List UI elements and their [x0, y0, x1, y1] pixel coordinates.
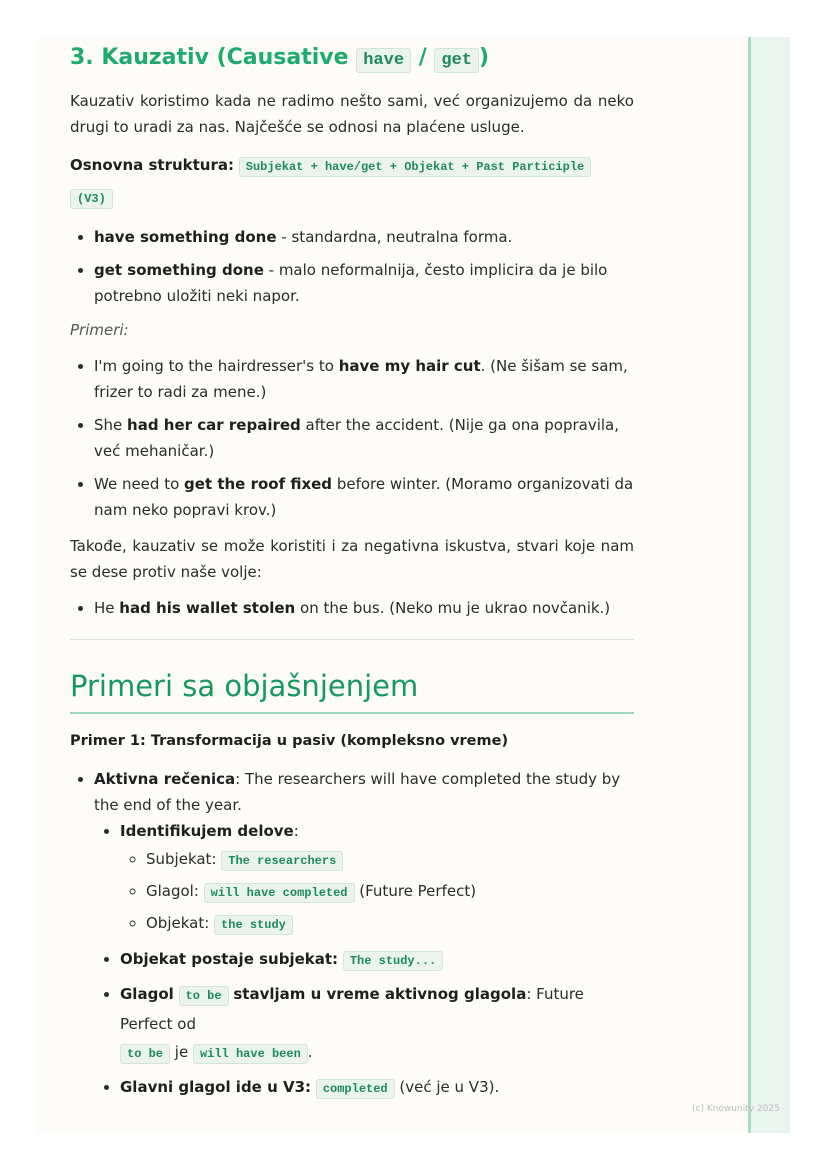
document-content [70, 37, 634, 1106]
form-bold: get something done [94, 261, 264, 279]
part-label: Objekat: [146, 914, 215, 932]
step-label: Glavni glagol ide u V3: [120, 1078, 312, 1096]
structure-paragraph [70, 150, 634, 214]
list-item [94, 224, 634, 250]
step-code: to be [179, 986, 229, 1006]
part-label: Subjekat: [146, 850, 222, 868]
part-code: the study [214, 915, 293, 935]
forms-list [70, 224, 634, 309]
step-code: to be [120, 1044, 170, 1064]
code-get: get [434, 48, 479, 73]
example-pre: I'm going to the hairdresser's to [94, 357, 339, 375]
copyright-watermark: (c) Knowunity 2025 [692, 1104, 780, 1114]
section-divider [70, 639, 634, 640]
list-item [146, 878, 634, 906]
example-bold: get the roof fixed [184, 475, 333, 493]
step-label: Glagol [120, 985, 174, 1003]
example-post: before winter. (Moramo organizovati da nam neko popravi krov.) [94, 475, 634, 519]
intro-paragraph: Kauzativ koristimo kada ne radimo nešto sami, već organizujemo da neko drugi to uradi za nas. Najčešće se odnosi na plaćene usluge. [70, 92, 634, 136]
examples-label-text: Primeri: [70, 321, 129, 339]
heading-slash: / [411, 45, 435, 70]
primer1-title: Primer 1: Transformacija u pasiv (kompleksno vreme) [70, 733, 509, 749]
list-item [120, 980, 634, 1068]
active-text: : The researchers will have completed the study by the end of the year. [94, 770, 621, 814]
parts-list [120, 846, 634, 938]
form-text: - malo neformalnija, često implicira da je bilo potrebno uložiti neki napor. [94, 261, 608, 305]
document-page [36, 37, 790, 1133]
heading-text: 3. Kauzativ (Causative [70, 45, 357, 70]
example-pre: She [94, 416, 128, 434]
steps-list [94, 818, 634, 1102]
examples-label [70, 317, 634, 343]
list-item [94, 412, 634, 464]
example-pre: He [94, 599, 120, 617]
list-item [94, 353, 634, 405]
step-code: completed [316, 1079, 395, 1099]
active-label: Aktivna rečenica [94, 770, 236, 788]
example-post: on the bus. (Neko mu je ukrao novčanik.) [295, 599, 611, 617]
list-item [120, 1074, 634, 1102]
identify-colon: : [293, 822, 299, 840]
example-post: after the accident. (Nije ga ona popravila, već mehaničar.) [94, 416, 619, 460]
part-post: (Future Perfect) [354, 882, 477, 900]
step-label: Objekat postaje subjekat: [120, 950, 339, 968]
list-item [94, 595, 634, 621]
structure-label: Osnovna struktura: [70, 156, 234, 174]
example-post: . (Ne šišam se sam, frizer to radi za mene.) [94, 357, 628, 401]
structure-code: Subjekat + have/get + Objekat + Past Participle [239, 157, 591, 177]
form-text: - standardna, neutralna forma. [276, 228, 513, 246]
step-bold: stavljam u vreme aktivnog glagola [233, 985, 527, 1003]
list-item [94, 471, 634, 523]
list-item [120, 946, 634, 974]
part-code: The researchers [221, 851, 343, 871]
section-heading-examples: Primeri sa objašnjenjem [70, 664, 634, 714]
negative-examples-list [70, 595, 634, 621]
section-heading-causative [70, 37, 634, 80]
list-item [120, 818, 634, 938]
structure-code-v3: (V3) [70, 189, 113, 209]
list-item [94, 766, 634, 1102]
step-text: . [307, 1043, 313, 1061]
example-pre: We need to [94, 475, 185, 493]
examples-list [70, 353, 634, 523]
example-bold: have my hair cut [338, 357, 481, 375]
identify-label: Identifikujem delove [120, 822, 294, 840]
heading-suffix: ) [479, 45, 490, 70]
part-code: will have completed [204, 883, 355, 903]
list-item [94, 257, 634, 309]
step-text: (već je u V3). [394, 1078, 500, 1096]
negative-intro: Takođe, kauzativ se može koristiti i za negativna iskustva, stvari koje nam se dese protiv naše volje: [70, 537, 634, 581]
form-bold: have something done [94, 228, 277, 246]
step-text: je [170, 1043, 193, 1061]
primer1-list [70, 766, 634, 1102]
list-item [146, 846, 634, 874]
step-code: The study... [343, 951, 443, 971]
code-have: have [356, 48, 411, 73]
page-margin-sidebar [748, 37, 790, 1133]
example-bold: had her car repaired [127, 416, 301, 434]
step-code: will have been [193, 1044, 308, 1064]
list-item [146, 910, 634, 938]
example-bold: had his wallet stolen [119, 599, 296, 617]
step-text: : Future Perfect od [120, 985, 584, 1033]
part-label: Glagol: [146, 882, 204, 900]
